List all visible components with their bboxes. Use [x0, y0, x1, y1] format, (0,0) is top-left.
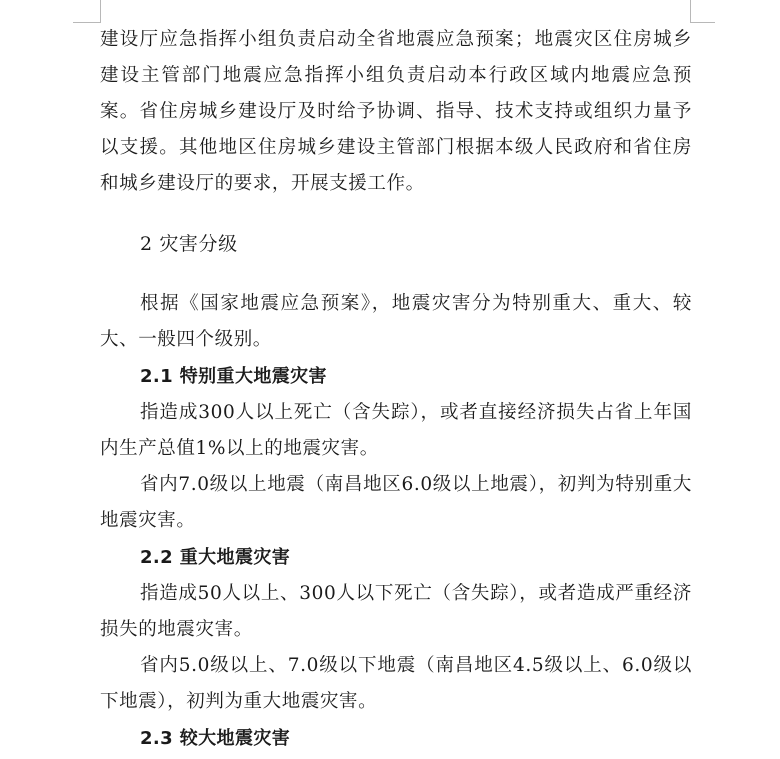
- section-heading-disaster-levels: 2 灾害分级: [140, 233, 238, 255]
- subsection-heading-especially-major: 2.1 特别重大地震灾害: [140, 366, 327, 387]
- paragraph-especially-major-criteria: 指造成300人以上死亡（含失踪），或者直接经济损失占省上年国内生产总值1%以上的地震灾害。: [100, 402, 692, 459]
- top-right-margin-mark: [690, 0, 715, 23]
- subsection-heading-major: 2.2 重大地震灾害: [140, 547, 291, 568]
- paragraph-level-overview: 根据《国家地震应急预案》，地震灾害分为特别重大、重大、较大、一般四个级别。: [100, 293, 692, 350]
- paragraph-response-startup: 建设厅应急指挥小组负责启动全省地震应急预案；地震灾区住房城乡建设主管部门地震应急指挥小组负责启动本行政区域内地震应急预案。省住房城乡建设厅及时给予协调、指导、技术支持或组织力量予以支援。其他地区住房城乡建设主管部门根据本级人民政府和省住房和城乡建设厅的要求，开展支援工作。: [100, 29, 692, 194]
- paragraph-major-magnitude: 省内5.0级以上、7.0级以下地震（南昌地区4.5级以上、6.0级以下地震），初判为重大地震灾害。: [100, 655, 692, 712]
- paragraph-major-criteria: 指造成50人以上、300人以下死亡（含失踪），或者造成严重经济损失的地震灾害。: [100, 583, 692, 640]
- subsection-heading-larger: 2.3 较大地震灾害: [140, 728, 291, 749]
- paragraph-especially-major-magnitude: 省内7.0级以上地震（南昌地区6.0级以上地震），初判为特别重大地震灾害。: [100, 474, 692, 531]
- top-left-margin-mark: [73, 0, 101, 23]
- document-page: [100, 22, 692, 757]
